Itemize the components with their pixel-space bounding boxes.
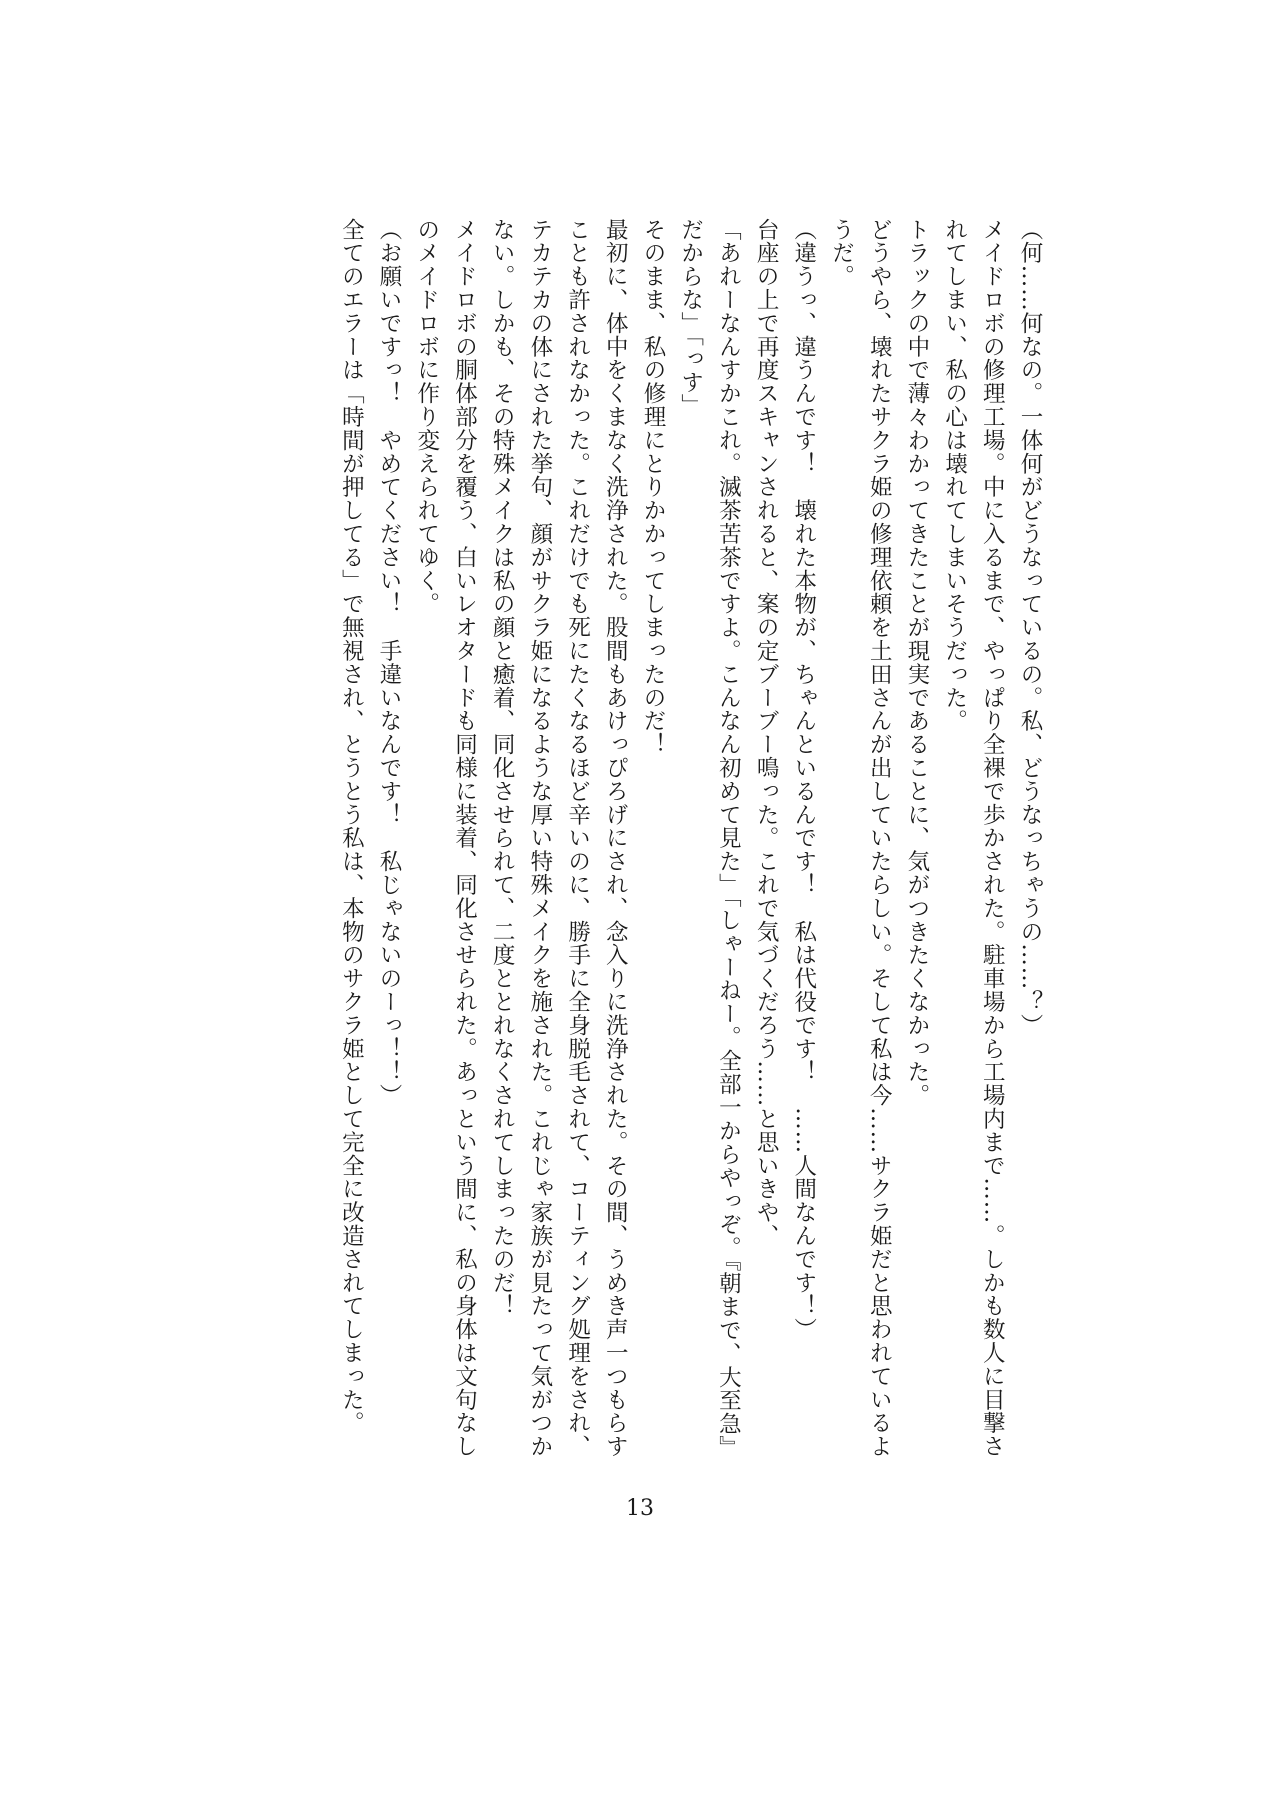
paragraph: （お願いですっ！ やめてください！ 手違いなんです！ 私じゃないのーっ！！） bbox=[376, 218, 403, 1108]
paragraph: 全てのエラーは「時間が押してる」で無視され、とうとう私は、本物のサクラ姫として完全に改造されてしまった。 bbox=[338, 218, 365, 1435]
paragraph: 「あれーなんすかこれ。滅茶苦茶ですよ。こんなん初めて見た」「しゃーねー。全部一からやっぞ。『朝まで、大至急』だからな」「っす」 bbox=[677, 218, 742, 1460]
paragraph: 最初に、体中をくまなく洗浄された。股間もあけっぴろげにされ、念入りに洗浄された。その間、うめき声一つもらすことも許されなかった。これだけでも死にたくなるほど辛いのに、勝手に全身脱毛されて、コーティング処理をされ、テカテカの体にされた挙句、顔がサクラ姫になるような厚い特殊メイクを施された。これじゃ家族が見たって気がつかない。しかも、その特殊メイクは私の顔と癒着、同化させられて、二度ととれなくされてしまったのだ！ bbox=[489, 218, 629, 1459]
paragraph: 台座の上で再度スキャンされると、案の定ブーブー鳴った。これで気づくだろう……と思いきや、 bbox=[753, 218, 780, 1248]
page-number: 13 bbox=[626, 1496, 654, 1521]
paragraph: （何……何なの。一体何がどうなっているの。私、どうなっちゃうの……？） bbox=[1017, 218, 1043, 1037]
paragraph: （違うっ、違うんです！ 壊れた本物が、ちゃんといるんです！ 私は代役です！ ……人間なんです！） bbox=[790, 218, 817, 1342]
paragraph: メイドロボの修理工場。中に入るまで、やっぱり全裸で歩かされた。駐車場から工場内まで……。しかも数人に目撃されてしまい、私の心は壊れてしまいそうだった。 bbox=[941, 218, 1006, 1459]
paragraph: どうやら、壊れたサクラ姫の修理依頼を土田さんが出していたらしい。そして私は今……サクラ姫だと思われているようだ。 bbox=[828, 218, 893, 1459]
paragraph: トラックの中で薄々わかってきたことが現実であることに、気がつきたくなかった。 bbox=[903, 218, 930, 1108]
paragraph: メイドロボの胴体部分を覆う、白いレオタードも同様に装着、同化させられた。あっという間に、私の身体は文句なしのメイドロボに作り変えられてゆく。 bbox=[413, 218, 478, 1459]
vertical-text-body bbox=[168, 218, 1048, 1468]
paragraph: そのまま、私の修理にとりかかってしまったのだ！ bbox=[639, 218, 666, 757]
